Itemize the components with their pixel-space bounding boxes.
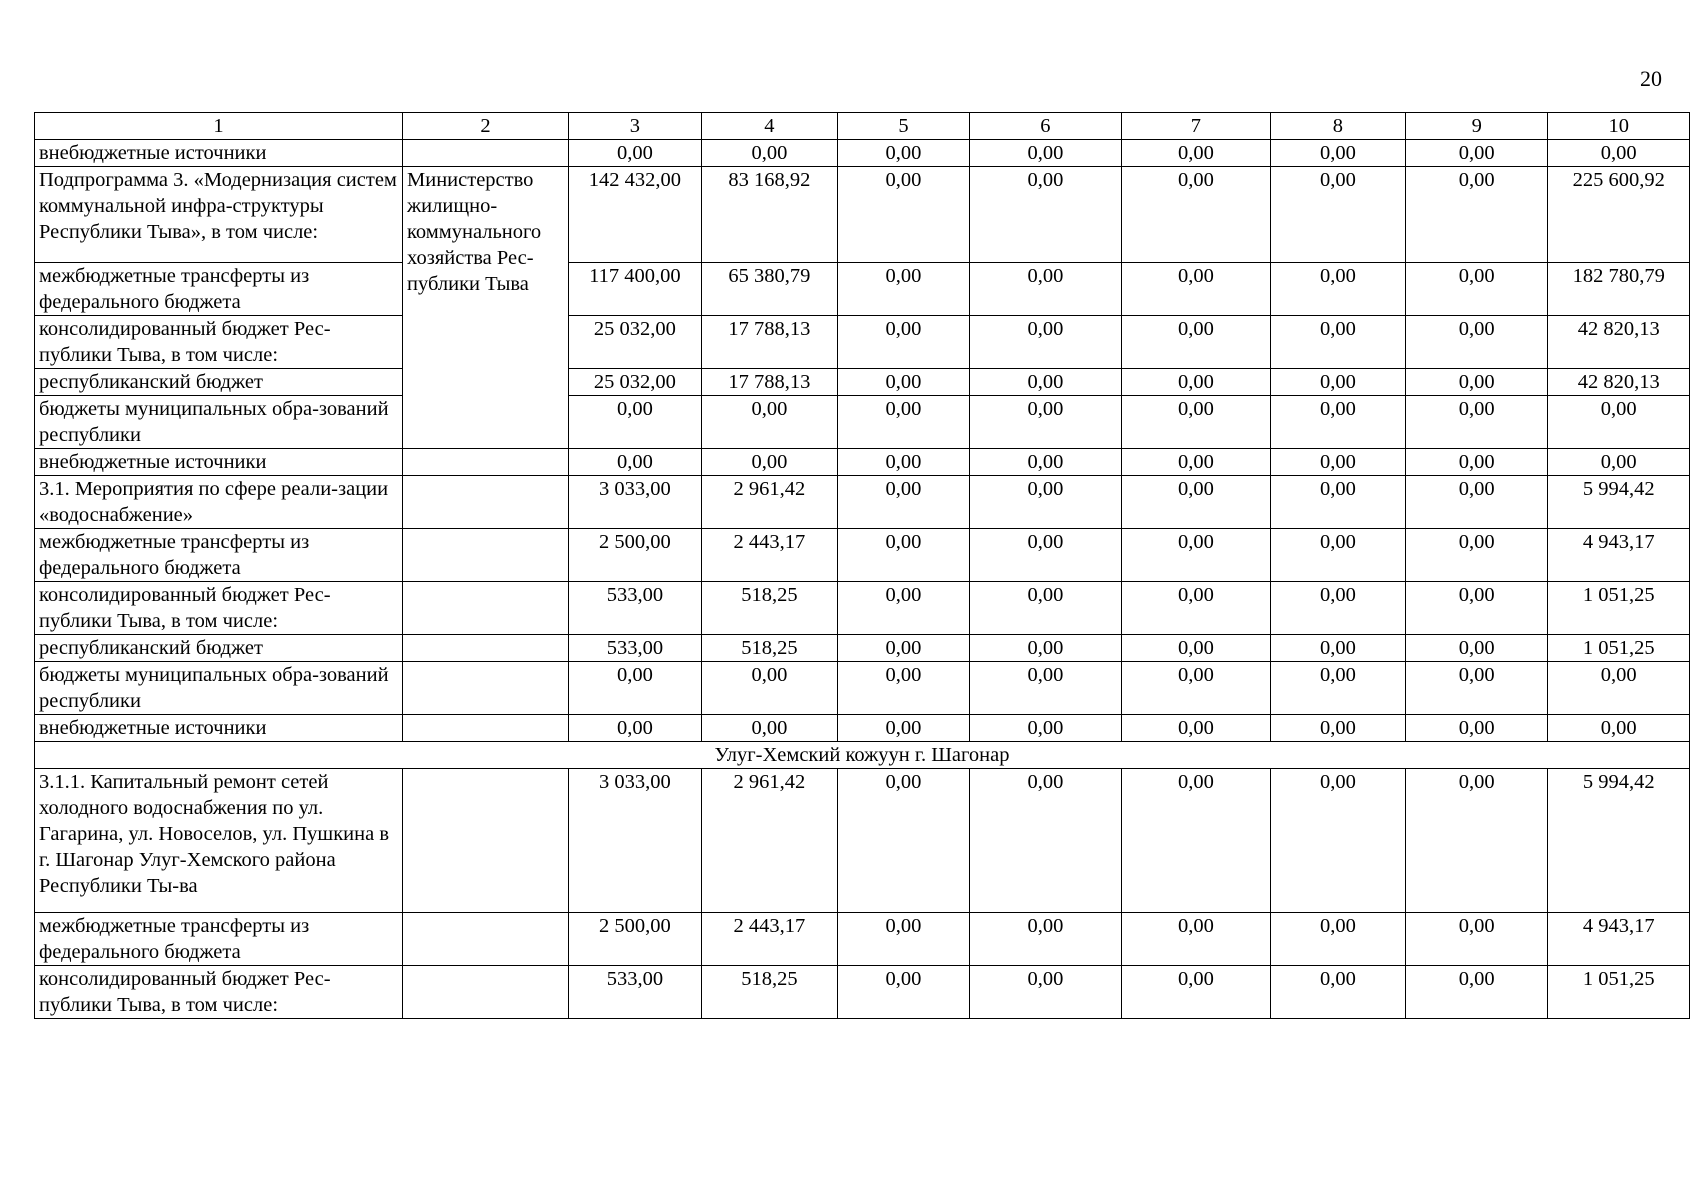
value-cell: 0,00 xyxy=(1270,316,1405,369)
value-cell: 0,00 xyxy=(969,715,1121,742)
value-cell: 0,00 xyxy=(1548,140,1690,167)
table-row xyxy=(35,662,1690,715)
value-cell: 2 961,42 xyxy=(701,476,837,529)
row-name: 3.1.1. Капитальный ремонт сетей холодного водоснабжения по ул. Гагарина, ул. Новоселов, ул. Пушкина в г. Шагонар Улуг-Хемского района Республики Ты-ва xyxy=(35,769,403,913)
value-cell: 17 788,13 xyxy=(701,369,837,396)
column-number: 4 xyxy=(701,113,837,140)
executor-cell xyxy=(403,966,569,1019)
value-cell: 3 033,00 xyxy=(568,769,701,913)
value-cell: 0,00 xyxy=(838,966,970,1019)
column-number: 7 xyxy=(1121,113,1270,140)
column-number: 5 xyxy=(838,113,970,140)
value-cell: 0,00 xyxy=(1405,662,1548,715)
value-cell: 2 500,00 xyxy=(568,913,701,966)
executor-cell xyxy=(403,662,569,715)
row-name: республиканский бюджет xyxy=(35,635,403,662)
value-cell: 0,00 xyxy=(969,769,1121,913)
responsible-executor: Министерство жилищно-коммунального хозяйства Рес-публики Тыва xyxy=(403,167,569,449)
value-cell: 0,00 xyxy=(969,396,1121,449)
value-cell: 0,00 xyxy=(969,140,1121,167)
executor-cell xyxy=(403,582,569,635)
value-cell: 533,00 xyxy=(568,582,701,635)
value-cell: 0,00 xyxy=(1405,769,1548,913)
value-cell: 0,00 xyxy=(1121,715,1270,742)
budget-table xyxy=(34,112,1690,1019)
value-cell: 0,00 xyxy=(1405,476,1548,529)
value-cell: 0,00 xyxy=(1121,582,1270,635)
table-row xyxy=(35,263,1690,316)
value-cell: 0,00 xyxy=(838,167,970,263)
value-cell: 0,00 xyxy=(969,449,1121,476)
value-cell: 0,00 xyxy=(701,449,837,476)
value-cell: 0,00 xyxy=(1270,369,1405,396)
value-cell: 0,00 xyxy=(838,635,970,662)
value-cell: 25 032,00 xyxy=(568,369,701,396)
row-name: внебюджетные источники xyxy=(35,715,403,742)
region-title: Улуг-Хемский кожуун г. Шагонар xyxy=(35,742,1690,769)
row-name: межбюджетные трансферты из федерального бюджета xyxy=(35,913,403,966)
value-cell: 533,00 xyxy=(568,966,701,1019)
value-cell: 17 788,13 xyxy=(701,316,837,369)
value-cell: 533,00 xyxy=(568,635,701,662)
value-cell: 0,00 xyxy=(1270,140,1405,167)
column-number: 9 xyxy=(1405,113,1548,140)
value-cell: 0,00 xyxy=(1270,263,1405,316)
table-row xyxy=(35,140,1690,167)
value-cell: 0,00 xyxy=(838,529,970,582)
value-cell: 0,00 xyxy=(838,316,970,369)
value-cell: 0,00 xyxy=(1548,449,1690,476)
table-row xyxy=(35,396,1690,449)
value-cell: 0,00 xyxy=(1405,140,1548,167)
table-row xyxy=(35,316,1690,369)
row-name: межбюджетные трансферты из федерального бюджета xyxy=(35,529,403,582)
value-cell: 518,25 xyxy=(701,582,837,635)
value-cell: 0,00 xyxy=(1121,263,1270,316)
row-name: консолидированный бюджет Рес-публики Тыва, в том числе: xyxy=(35,966,403,1019)
value-cell: 0,00 xyxy=(838,369,970,396)
table-row xyxy=(35,966,1690,1019)
executor-cell xyxy=(403,715,569,742)
value-cell: 0,00 xyxy=(969,529,1121,582)
value-cell: 2 443,17 xyxy=(701,913,837,966)
value-cell: 0,00 xyxy=(1121,635,1270,662)
table-row xyxy=(35,769,1690,913)
value-cell: 0,00 xyxy=(969,582,1121,635)
executor-cell xyxy=(403,769,569,913)
value-cell: 1 051,25 xyxy=(1548,966,1690,1019)
value-cell: 0,00 xyxy=(701,662,837,715)
value-cell: 0,00 xyxy=(1270,167,1405,263)
executor-cell xyxy=(403,529,569,582)
value-cell: 4 943,17 xyxy=(1548,529,1690,582)
executor-cell xyxy=(403,913,569,966)
value-cell: 0,00 xyxy=(969,167,1121,263)
column-number: 2 xyxy=(403,113,569,140)
value-cell: 0,00 xyxy=(1121,396,1270,449)
value-cell: 518,25 xyxy=(701,635,837,662)
value-cell: 0,00 xyxy=(1121,529,1270,582)
value-cell: 0,00 xyxy=(1405,966,1548,1019)
value-cell: 65 380,79 xyxy=(701,263,837,316)
row-name: бюджеты муниципальных обра-зований республики xyxy=(35,662,403,715)
value-cell: 2 500,00 xyxy=(568,529,701,582)
value-cell: 0,00 xyxy=(1121,769,1270,913)
value-cell: 0,00 xyxy=(838,769,970,913)
row-name: консолидированный бюджет Рес-публики Тыва, в том числе: xyxy=(35,316,403,369)
table-row xyxy=(35,476,1690,529)
value-cell: 25 032,00 xyxy=(568,316,701,369)
value-cell: 0,00 xyxy=(969,635,1121,662)
row-name: 3.1. Мероприятия по сфере реали-зации «водоснабжение» xyxy=(35,476,403,529)
value-cell: 0,00 xyxy=(1270,715,1405,742)
value-cell: 225 600,92 xyxy=(1548,167,1690,263)
value-cell: 117 400,00 xyxy=(568,263,701,316)
value-cell: 2 443,17 xyxy=(701,529,837,582)
value-cell: 0,00 xyxy=(701,715,837,742)
value-cell: 142 432,00 xyxy=(568,167,701,263)
value-cell: 0,00 xyxy=(838,140,970,167)
column-number: 10 xyxy=(1548,113,1690,140)
value-cell: 0,00 xyxy=(1405,449,1548,476)
value-cell: 0,00 xyxy=(969,966,1121,1019)
executor-cell xyxy=(403,449,569,476)
value-cell: 0,00 xyxy=(838,662,970,715)
column-number: 3 xyxy=(568,113,701,140)
value-cell: 0,00 xyxy=(838,582,970,635)
table-row xyxy=(35,369,1690,396)
row-name: внебюджетные источники xyxy=(35,140,403,167)
table-row xyxy=(35,582,1690,635)
value-cell: 0,00 xyxy=(1270,582,1405,635)
value-cell: 0,00 xyxy=(1405,167,1548,263)
value-cell: 0,00 xyxy=(838,396,970,449)
value-cell: 0,00 xyxy=(1121,476,1270,529)
page-number: 20 xyxy=(1640,66,1662,91)
value-cell: 42 820,13 xyxy=(1548,369,1690,396)
value-cell: 83 168,92 xyxy=(701,167,837,263)
value-cell: 0,00 xyxy=(568,715,701,742)
value-cell: 182 780,79 xyxy=(1548,263,1690,316)
table-row xyxy=(35,449,1690,476)
value-cell: 0,00 xyxy=(1405,316,1548,369)
value-cell: 0,00 xyxy=(1270,476,1405,529)
value-cell: 0,00 xyxy=(568,396,701,449)
row-name: межбюджетные трансферты из федерального бюджета xyxy=(35,263,403,316)
value-cell: 0,00 xyxy=(969,662,1121,715)
table-row xyxy=(35,529,1690,582)
value-cell: 4 943,17 xyxy=(1548,913,1690,966)
value-cell: 0,00 xyxy=(1270,662,1405,715)
executor-cell xyxy=(403,635,569,662)
value-cell: 0,00 xyxy=(1405,396,1548,449)
value-cell: 0,00 xyxy=(1270,396,1405,449)
value-cell: 0,00 xyxy=(1405,635,1548,662)
row-name: внебюджетные источники xyxy=(35,449,403,476)
value-cell: 0,00 xyxy=(1270,449,1405,476)
column-number: 1 xyxy=(35,113,403,140)
table-row xyxy=(35,913,1690,966)
value-cell: 0,00 xyxy=(1405,369,1548,396)
value-cell: 0,00 xyxy=(1121,449,1270,476)
value-cell: 0,00 xyxy=(838,715,970,742)
value-cell: 0,00 xyxy=(1548,662,1690,715)
value-cell: 5 994,42 xyxy=(1548,476,1690,529)
value-cell: 0,00 xyxy=(1121,167,1270,263)
executor-cell xyxy=(403,476,569,529)
value-cell: 0,00 xyxy=(1270,966,1405,1019)
executor-cell xyxy=(403,140,569,167)
row-name: консолидированный бюджет Рес-публики Тыва, в том числе: xyxy=(35,582,403,635)
value-cell: 42 820,13 xyxy=(1548,316,1690,369)
value-cell: 0,00 xyxy=(1405,913,1548,966)
value-cell: 0,00 xyxy=(701,396,837,449)
column-number: 6 xyxy=(969,113,1121,140)
value-cell: 0,00 xyxy=(568,140,701,167)
row-name: республиканский бюджет xyxy=(35,369,403,396)
value-cell: 0,00 xyxy=(1121,913,1270,966)
value-cell: 0,00 xyxy=(838,476,970,529)
value-cell: 0,00 xyxy=(969,369,1121,396)
value-cell: 0,00 xyxy=(1270,529,1405,582)
value-cell: 0,00 xyxy=(568,449,701,476)
value-cell: 0,00 xyxy=(1405,715,1548,742)
value-cell: 2 961,42 xyxy=(701,769,837,913)
table-row xyxy=(35,635,1690,662)
value-cell: 0,00 xyxy=(838,913,970,966)
value-cell: 0,00 xyxy=(838,263,970,316)
row-name: бюджеты муниципальных обра-зований республики xyxy=(35,396,403,449)
value-cell: 518,25 xyxy=(701,966,837,1019)
value-cell: 0,00 xyxy=(838,449,970,476)
value-cell: 0,00 xyxy=(1405,263,1548,316)
value-cell: 0,00 xyxy=(1121,966,1270,1019)
value-cell: 0,00 xyxy=(1121,662,1270,715)
value-cell: 3 033,00 xyxy=(568,476,701,529)
column-number: 8 xyxy=(1270,113,1405,140)
value-cell: 0,00 xyxy=(969,476,1121,529)
region-row xyxy=(35,742,1690,769)
value-cell: 0,00 xyxy=(1121,316,1270,369)
column-numbers-row xyxy=(35,113,1690,140)
value-cell: 0,00 xyxy=(1548,396,1690,449)
value-cell: 0,00 xyxy=(1405,529,1548,582)
value-cell: 0,00 xyxy=(1121,140,1270,167)
value-cell: 1 051,25 xyxy=(1548,635,1690,662)
value-cell: 0,00 xyxy=(1270,913,1405,966)
value-cell: 0,00 xyxy=(568,662,701,715)
value-cell: 0,00 xyxy=(969,913,1121,966)
value-cell: 1 051,25 xyxy=(1548,582,1690,635)
value-cell: 0,00 xyxy=(1121,369,1270,396)
value-cell: 5 994,42 xyxy=(1548,769,1690,913)
value-cell: 0,00 xyxy=(969,316,1121,369)
row-name: Подпрограмма 3. «Модернизация систем коммунальной инфра-структуры Республики Тыва», в том числе: xyxy=(35,167,403,263)
value-cell: 0,00 xyxy=(1548,715,1690,742)
value-cell: 0,00 xyxy=(1270,769,1405,913)
table-row xyxy=(35,715,1690,742)
table-row xyxy=(35,167,1690,263)
value-cell: 0,00 xyxy=(701,140,837,167)
value-cell: 0,00 xyxy=(1270,635,1405,662)
value-cell: 0,00 xyxy=(969,263,1121,316)
value-cell: 0,00 xyxy=(1405,582,1548,635)
